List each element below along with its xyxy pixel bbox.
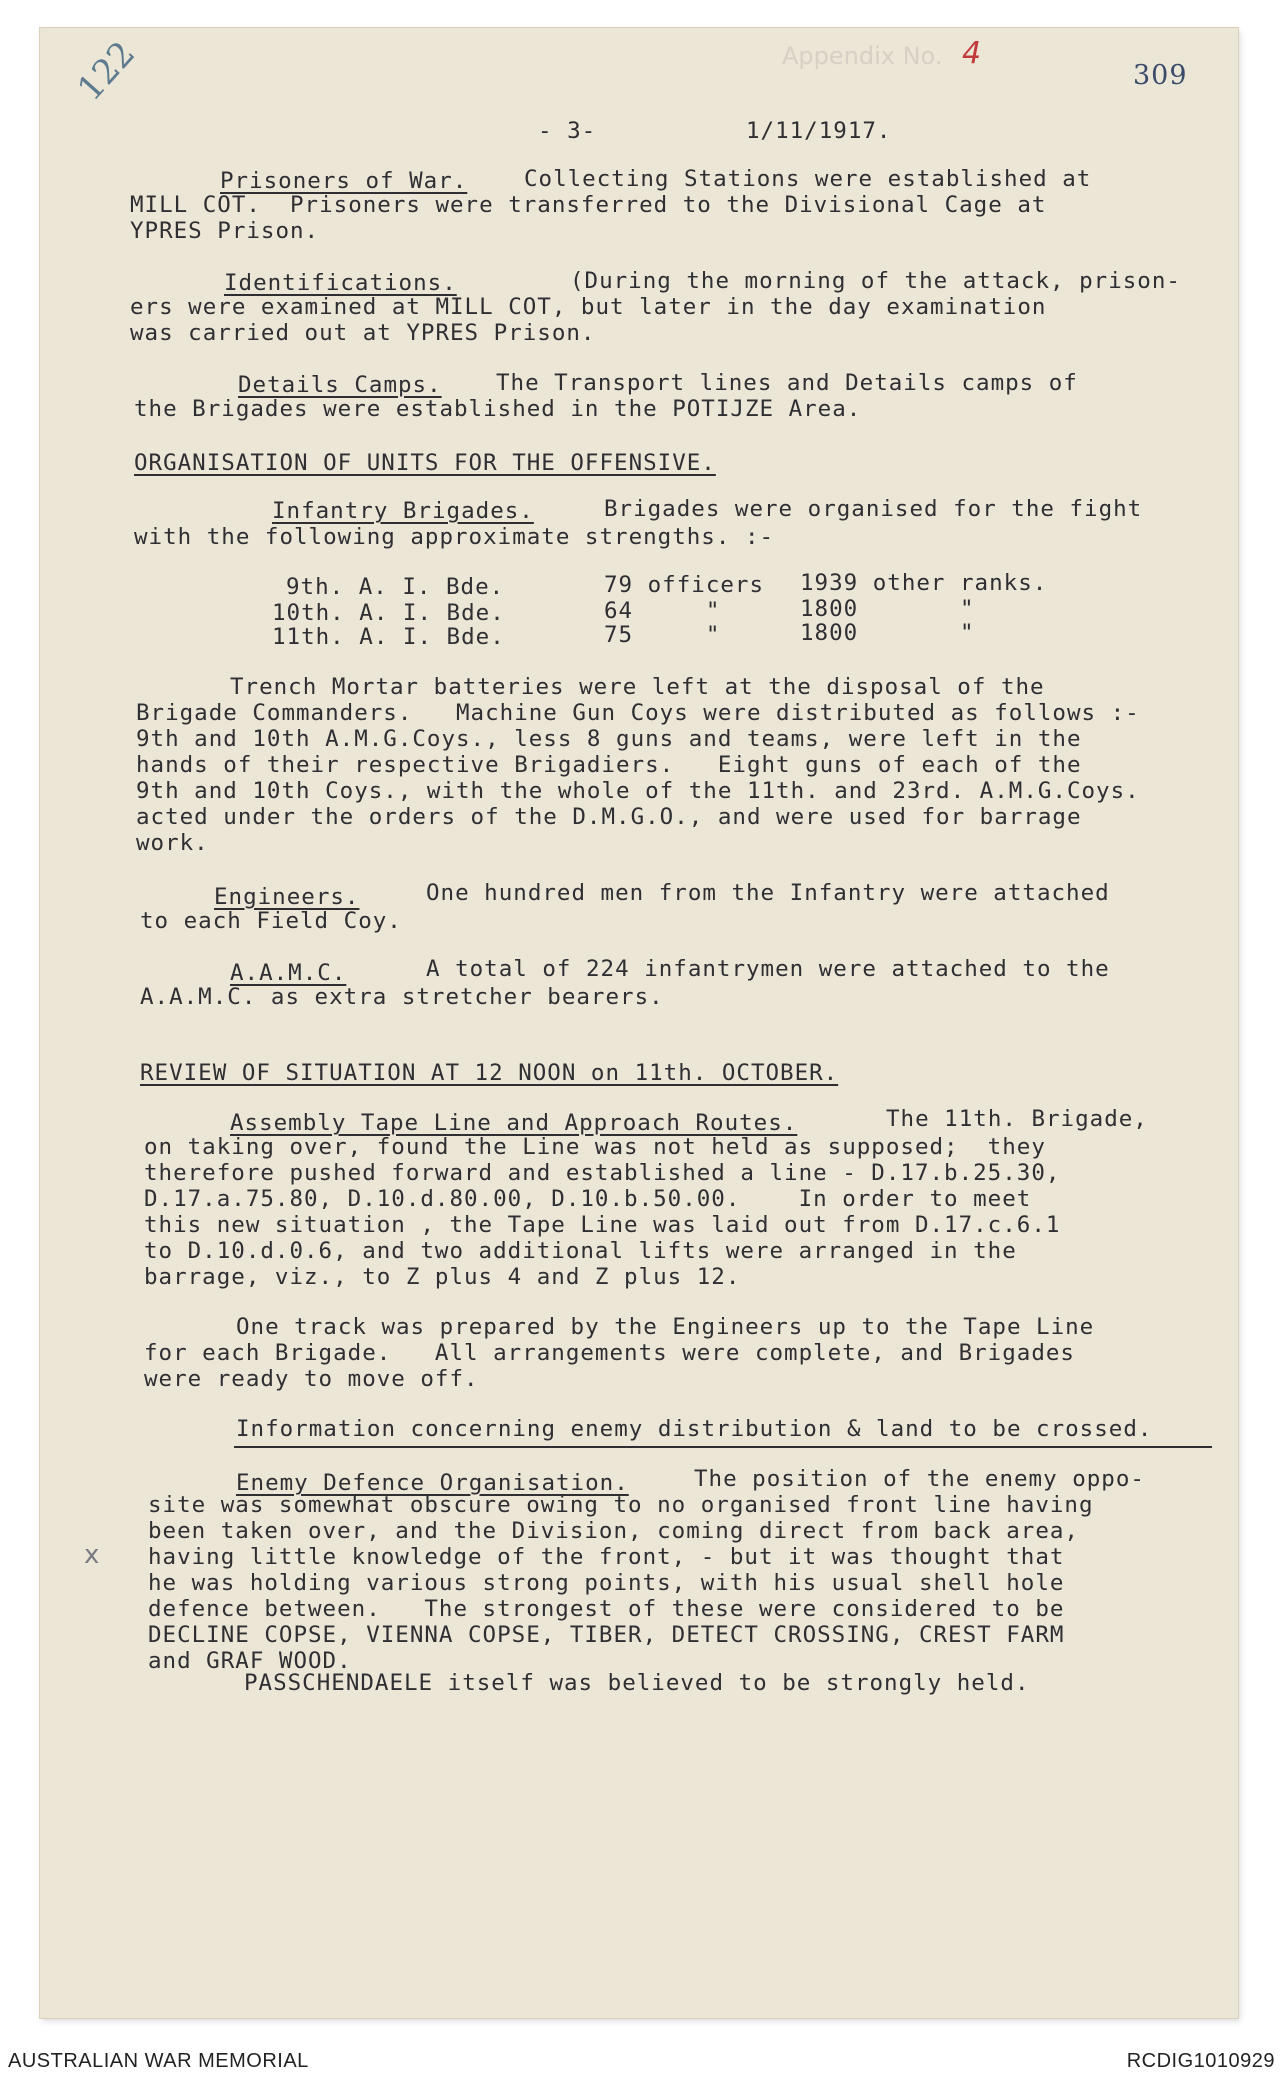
enemy-defence-heading: Enemy Defence Organisation. bbox=[236, 1470, 629, 1496]
footer-reference: RCDIG1010929 bbox=[1126, 2050, 1275, 2072]
aamc-line-1: A total of 224 infantrymen were attached to the bbox=[426, 956, 1110, 982]
track-line: One track was prepared by the Engineers up to the Tape Line bbox=[236, 1314, 1095, 1340]
assembly-heading: Assembly Tape Line and Approach Routes. bbox=[230, 1110, 798, 1136]
brigade-officers: 64 " bbox=[604, 598, 721, 624]
track-line: for each Brigade. All arrangements were complete, and Brigades bbox=[144, 1340, 1075, 1366]
identifications-line-1: (During the morning of the attack, prison- bbox=[570, 268, 1181, 294]
trench-mortar-line: acted under the orders of the D.M.G.O., and were used for barrage bbox=[136, 804, 1082, 830]
brigade-name: 10th. A. I. Bde. bbox=[272, 600, 505, 626]
details-camps-line-1: The Transport lines and Details camps of bbox=[496, 370, 1078, 396]
trench-mortar-line: work. bbox=[136, 830, 209, 856]
assembly-line: therefore pushed forward and established a line - D.17.b.25.30, bbox=[144, 1160, 1061, 1186]
footer-institution: AUSTRALIAN WAR MEMORIAL bbox=[8, 2050, 309, 2072]
pencil-page-number: 122 bbox=[70, 33, 144, 109]
identifications-heading: Identifications. bbox=[224, 270, 457, 296]
brigade-name: 11th. A. I. Bde. bbox=[272, 624, 505, 650]
margin-mark: x bbox=[84, 1540, 100, 1570]
infantry-line-2: with the following approximate strengths. :- bbox=[134, 524, 775, 550]
identifications-line-2: ers were examined at MILL COT, but later in the day examination bbox=[130, 294, 1047, 320]
infantry-heading: Infantry Brigades. bbox=[272, 498, 534, 524]
trench-mortar-line: 9th and 10th Coys., with the whole of the 11th. and 23rd. A.M.G.Coys. bbox=[136, 778, 1140, 804]
enemy-defence-line: and GRAF WOOD. bbox=[148, 1648, 352, 1674]
details-camps-heading: Details Camps. bbox=[238, 372, 442, 398]
prisoners-line-1: Collecting Stations were established at bbox=[524, 166, 1092, 192]
information-heading: Information concerning enemy distribution & land to be crossed. bbox=[236, 1416, 1153, 1442]
enemy-defence-line: DECLINE COPSE, VIENNA COPSE, TIBER, DETECT CROSSING, CREST FARM bbox=[148, 1622, 1065, 1648]
infantry-line-1: Brigades were organised for the fight bbox=[604, 496, 1143, 522]
brigade-other-ranks: 1800 " bbox=[800, 620, 975, 646]
prisoners-line-2: MILL COT. Prisoners were transferred to the Divisional Cage at bbox=[130, 192, 1047, 218]
enemy-defence-line: having little knowledge of the front, - but it was thought that bbox=[148, 1544, 1065, 1570]
enemy-defence-line: been taken over, and the Division, coming direct from back area, bbox=[148, 1518, 1079, 1544]
enemy-defence-line: defence between. The strongest of these were considered to be bbox=[148, 1596, 1065, 1622]
assembly-line: D.17.a.75.80, D.10.d.80.00, D.10.b.50.00. In order to meet bbox=[144, 1186, 1032, 1212]
trench-mortar-line: 9th and 10th A.M.G.Coys., less 8 guns and teams, were left in the bbox=[136, 726, 1082, 752]
enemy-defence-line: site was somewhat obscure owing to no organised front line having bbox=[148, 1492, 1094, 1518]
folio-number: 309 bbox=[1133, 60, 1188, 91]
prisoners-line-3: YPRES Prison. bbox=[130, 218, 320, 244]
engineers-line-1: One hundred men from the Infantry were attached bbox=[426, 880, 1110, 906]
trench-mortar-line: hands of their respective Brigadiers. Eight guns of each of the bbox=[136, 752, 1082, 778]
brigade-other-ranks: 1939 other ranks. bbox=[800, 570, 1048, 596]
assembly-line: The 11th. Brigade, bbox=[886, 1106, 1148, 1132]
engineers-line-2: to each Field Coy. bbox=[140, 908, 402, 934]
trench-mortar-line: Brigade Commanders. Machine Gun Coys were distributed as follows :- bbox=[136, 700, 1140, 726]
assembly-line: this new situation , the Tape Line was laid out from D.17.c.6.1 bbox=[144, 1212, 1061, 1238]
prisoners-heading: Prisoners of War. bbox=[220, 168, 468, 194]
brigade-name: 9th. A. I. Bde. bbox=[286, 574, 505, 600]
review-heading: REVIEW OF SITUATION AT 12 NOON on 11th. OCTOBER. bbox=[140, 1060, 839, 1086]
assembly-line: on taking over, found the Line was not held as supposed; they bbox=[144, 1134, 1046, 1160]
brigade-other-ranks: 1800 " bbox=[800, 596, 975, 622]
enemy-defence-line: he was holding various strong points, with his usual shell hole bbox=[148, 1570, 1065, 1596]
aamc-line-2: A.A.M.C. as extra stretcher bearers. bbox=[140, 984, 664, 1010]
appendix-number: 4 bbox=[962, 36, 982, 71]
brigade-officers: 75 " bbox=[604, 622, 721, 648]
trench-mortar-line: Trench Mortar batteries were left at the disposal of the bbox=[230, 674, 1045, 700]
brigade-officers: 79 officers bbox=[604, 572, 765, 598]
aamc-heading: A.A.M.C. bbox=[230, 960, 347, 986]
track-line: were ready to move off. bbox=[144, 1366, 479, 1392]
organisation-heading: ORGANISATION OF UNITS FOR THE OFFENSIVE. bbox=[134, 450, 716, 476]
enemy-defence-line: The position of the enemy oppo- bbox=[694, 1466, 1145, 1492]
appendix-annotation: Appendix No. bbox=[782, 42, 943, 70]
assembly-line: to D.10.d.0.6, and two additional lifts were arranged in the bbox=[144, 1238, 1017, 1264]
page-number: - 3- bbox=[538, 118, 597, 144]
details-camps-line-2: the Brigades were established in the POTIJZE Area. bbox=[134, 396, 862, 422]
assembly-line: barrage, viz., to Z plus 4 and Z plus 12. bbox=[144, 1264, 741, 1290]
identifications-line-3: was carried out at YPRES Prison. bbox=[130, 320, 596, 346]
engineers-heading: Engineers. bbox=[214, 884, 360, 910]
information-heading-underline bbox=[234, 1446, 1212, 1448]
passchendaele-line: PASSCHENDAELE itself was believed to be strongly held. bbox=[244, 1670, 1030, 1696]
document-date: 1/11/1917. bbox=[746, 118, 892, 144]
